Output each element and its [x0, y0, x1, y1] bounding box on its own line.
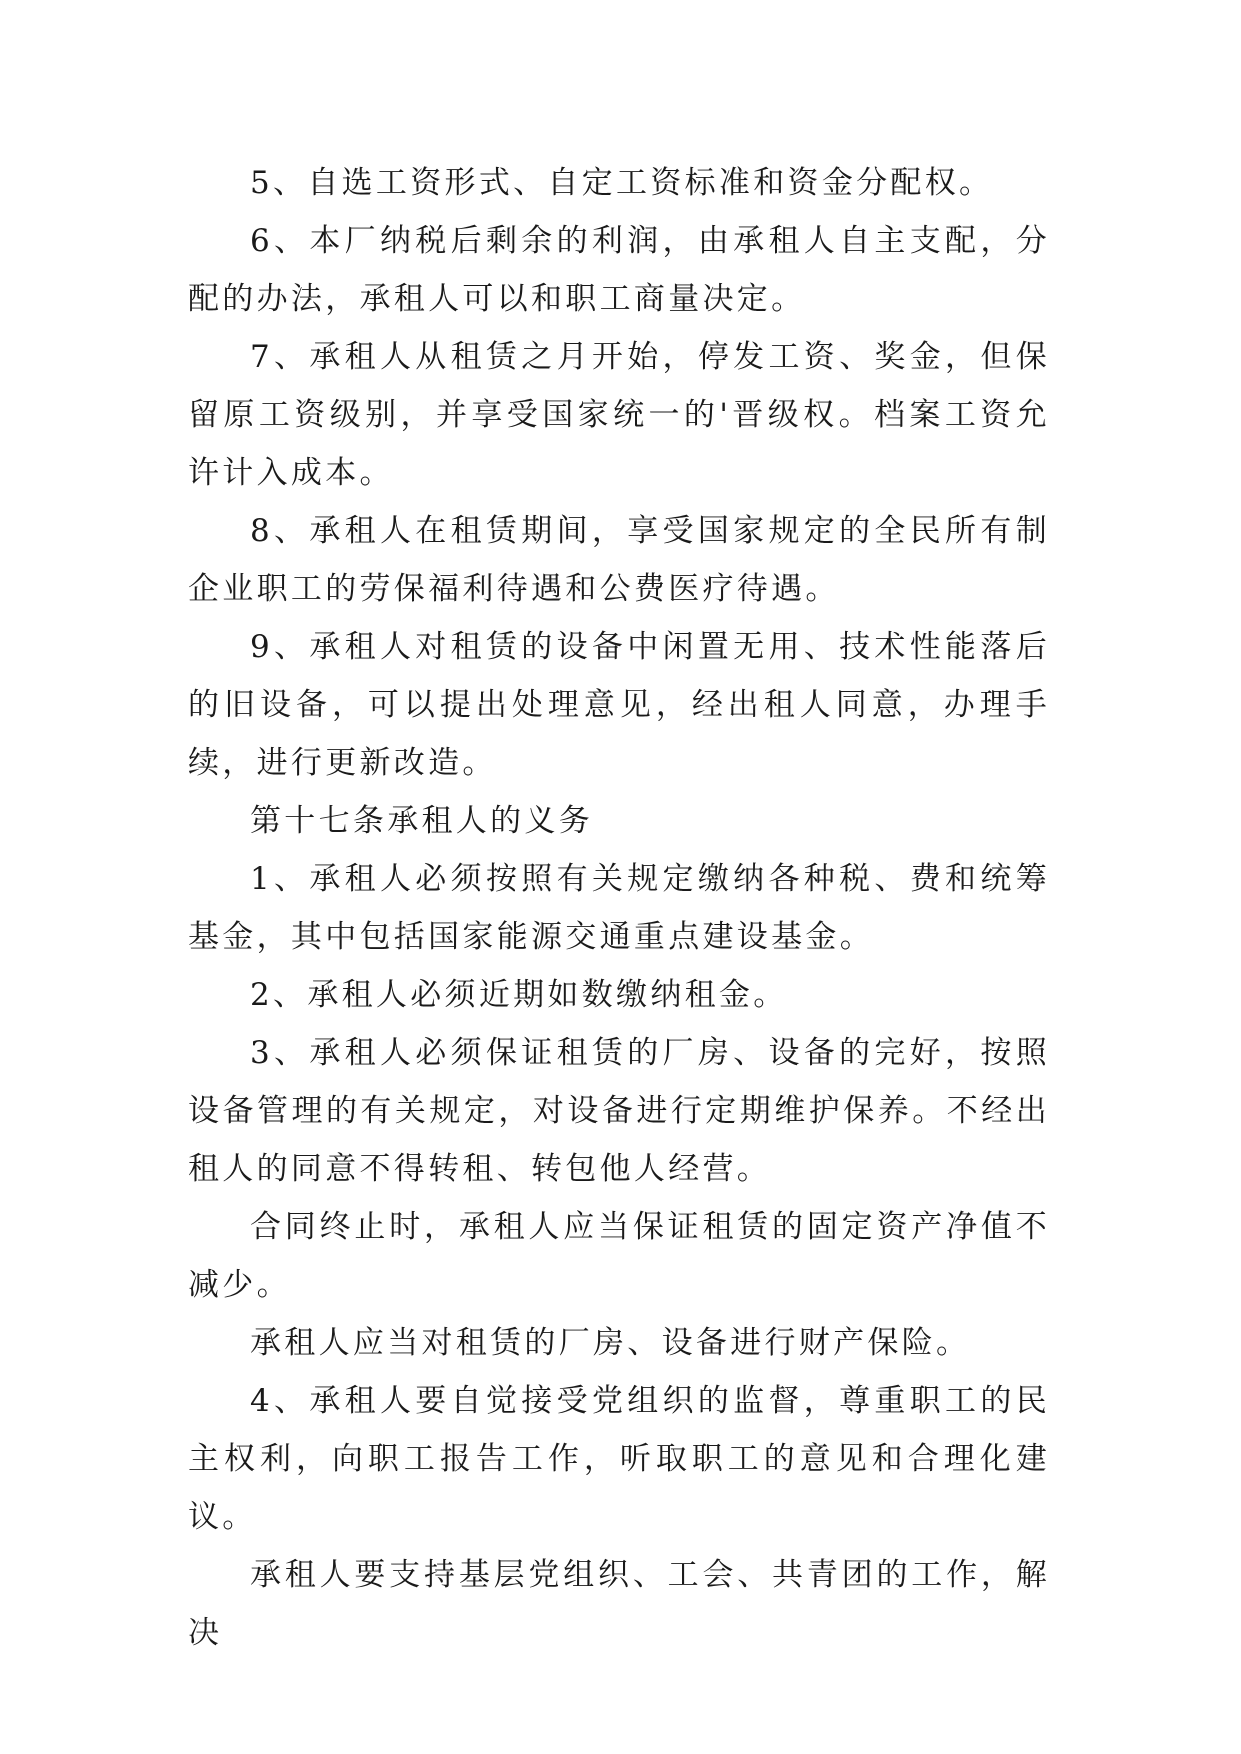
paragraph-obligation-3-maintenance: 3、承租人必须保证租赁的厂房、设备的完好，按照设备管理的有关规定，对设备进行定期维护保养。不经出租人的同意不得转租、转包他人经营。: [188, 1035, 1050, 1187]
paragraph-item-8-welfare: 8、承租人在租赁期间，享受国家规定的全民所有制企业职工的劳保福利待遇和公费医疗待遇。: [188, 513, 1050, 607]
paragraph-item-9-equipment-renewal: 9、承租人对租赁的设备中闲置无用、技术性能落后的旧设备，可以提出处理意见，经出租人同意，办理手续，进行更新改造。: [188, 629, 1050, 781]
paragraph-obligation-2-rent: 2、承租人必须近期如数缴纳租金。: [250, 977, 788, 1013]
paragraph-property-insurance: 承租人应当对租赁的厂房、设备进行财产保险。: [250, 1325, 971, 1361]
paragraph-obligation-1-taxes: 1、承租人必须按照有关规定缴纳各种税、费和统筹基金，其中包括国家能源交通重点建设基金。: [188, 861, 1050, 955]
paragraph-contract-termination: 合同终止时，承租人应当保证租赁的固定资产净值不减少。: [188, 1209, 1050, 1303]
paragraph-item-5-wage-rights: 5、自选工资形式、自定工资标准和资金分配权。: [250, 165, 994, 201]
paragraph-obligation-4-supervision: 4、承租人要自觉接受党组织的监督，尊重职工的民主权利，向职工报告工作，听取职工的意见和合理化建议。: [188, 1383, 1050, 1535]
article-17-heading: 第十七条承租人的义务: [250, 803, 593, 839]
paragraph-support-organizations: 承租人要支持基层党组织、工会、共青团的工作，解决: [188, 1557, 1050, 1651]
paragraph-item-7-salary-suspension: 7、承租人从租赁之月开始，停发工资、奖金，但保留原工资级别，并享受国家统一的'晋级权。档案工资允许计入成本。: [188, 339, 1050, 491]
paragraph-item-6-profit-distribution: 6、本厂纳税后剩余的利润，由承租人自主支配，分配的办法，承租人可以和职工商量决定。: [188, 223, 1050, 317]
document-body: [188, 154, 1050, 1662]
